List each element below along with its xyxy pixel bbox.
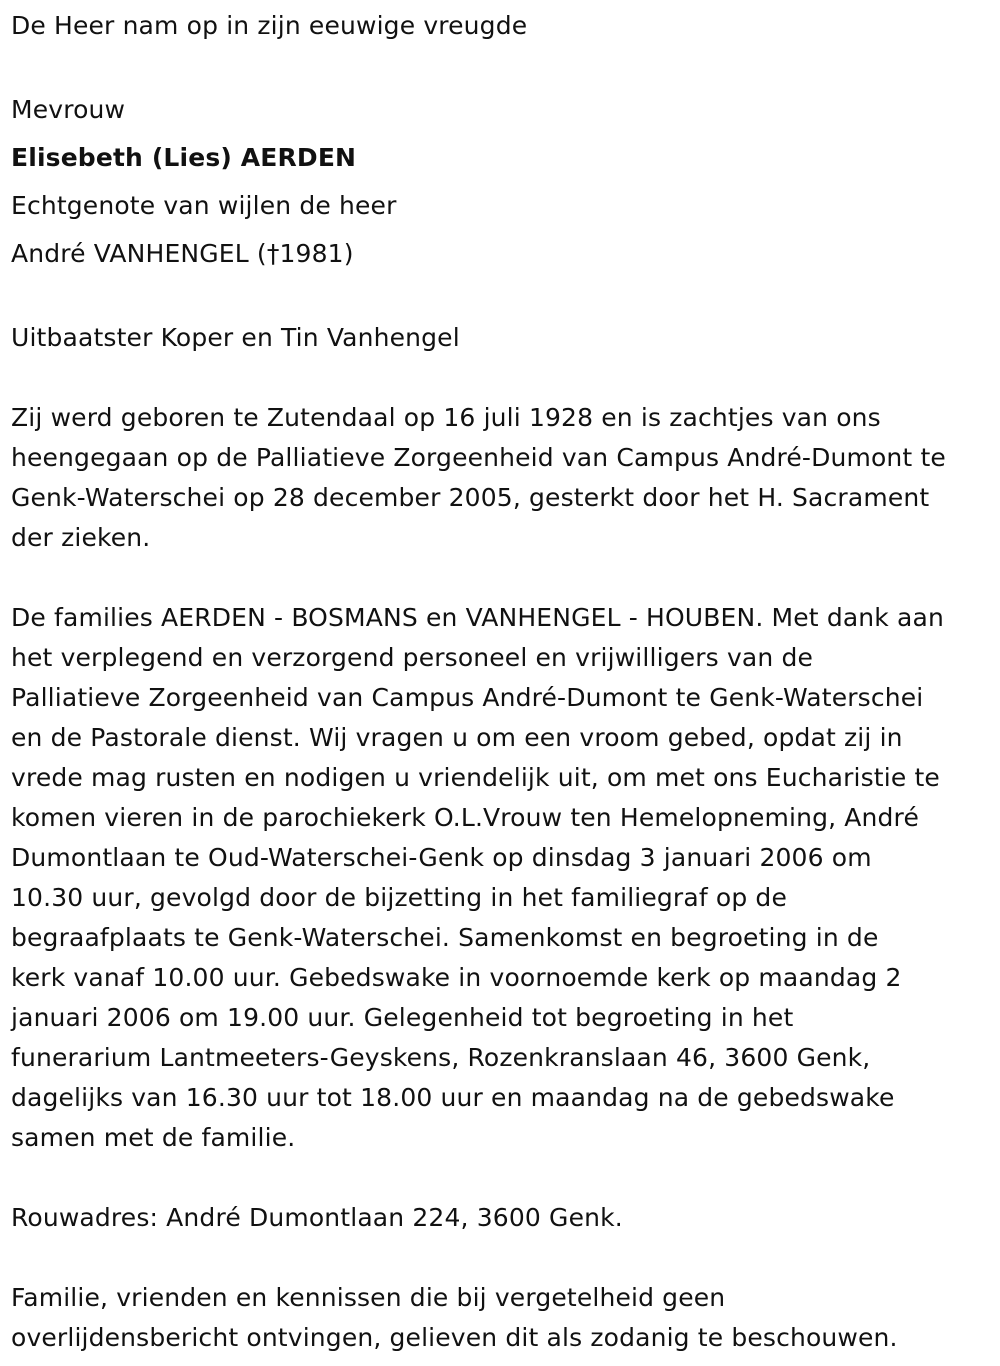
paragraph-line: funerarium Lantmeeters-Geyskens, Rozenkranslaan 46, 3600 Genk, xyxy=(11,1043,871,1072)
paragraph-line: vrede mag rusten en nodigen u vriendelijk uit, om met ons Eucharistie te xyxy=(11,763,940,792)
spacer xyxy=(11,278,1000,318)
closing-paragraph xyxy=(11,1278,1000,1358)
spouse-line: Echtgenote van wijlen de heer xyxy=(11,191,397,220)
intro-line: De Heer nam op in zijn eeuwige vreugde xyxy=(11,11,528,40)
spouse-name-line xyxy=(11,230,1000,278)
paragraph-line: der zieken. xyxy=(11,523,151,552)
paragraph-line: Genk-Waterschei op 28 december 2005, gesterkt door het H. Sacrament xyxy=(11,483,930,512)
paragraph-line: samen met de familie. xyxy=(11,1123,296,1152)
paragraph-line: en de Pastorale dienst. Wij vragen u om een vroom gebed, opdat zij in xyxy=(11,723,903,752)
paragraph-line: Dumontlaan te Oud-Waterschei-Genk op dinsdag 3 januari 2006 om xyxy=(11,843,872,872)
deceased-name: Elisebeth (Lies) AERDEN xyxy=(11,143,357,172)
spouse-death-year: 1981) xyxy=(279,239,354,268)
paragraph-line: januari 2006 om 19.00 uur. Gelegenheid tot begroeting in het xyxy=(11,1003,794,1032)
spouse-name: André VANHENGEL ( xyxy=(11,239,267,268)
paragraph-line: het verplegend en verzorgend personeel en vrijwilligers van de xyxy=(11,643,813,672)
birth-paragraph xyxy=(11,398,1000,558)
spacer xyxy=(11,1158,1000,1198)
cross-icon: † xyxy=(266,239,280,268)
paragraph-line: 10.30 uur, gevolgd door de bijzetting in het familiegraf op de xyxy=(11,883,787,912)
spacer xyxy=(11,1238,1000,1278)
paragraph-line: dagelijks van 16.30 uur tot 18.00 uur en maandag na de gebedswake xyxy=(11,1083,895,1112)
mourning-address: Rouwadres: André Dumontlaan 224, 3600 Genk. xyxy=(11,1203,623,1232)
family-paragraph xyxy=(11,598,1000,1158)
occupation-line: Uitbaatster Koper en Tin Vanhengel xyxy=(11,323,460,352)
paragraph-line: komen vieren in de parochiekerk O.L.Vrouw ten Hemelopneming, André xyxy=(11,803,919,832)
title-prefix: Mevrouw xyxy=(11,95,126,124)
spacer xyxy=(11,46,1000,86)
spacer xyxy=(11,558,1000,598)
paragraph-line: Palliatieve Zorgeenheid van Campus André-Dumont te Genk-Waterschei xyxy=(11,683,924,712)
paragraph-line: overlijdensbericht ontvingen, gelieven dit als zodanig te beschouwen. xyxy=(11,1323,898,1352)
paragraph-line: kerk vanaf 10.00 uur. Gebedswake in voornoemde kerk op maandag 2 xyxy=(11,963,902,992)
paragraph-line: begraafplaats te Genk-Waterschei. Samenkomst en begroeting in de xyxy=(11,923,879,952)
paragraph-line: De families AERDEN - BOSMANS en VANHENGEL - HOUBEN. Met dank aan xyxy=(11,603,944,632)
spacer xyxy=(11,358,1000,398)
paragraph-line: Familie, vrienden en kennissen die bij vergetelheid geen xyxy=(11,1283,726,1312)
paragraph-line: heengegaan op de Palliatieve Zorgeenheid van Campus André-Dumont te xyxy=(11,443,946,472)
paragraph-line: Zij werd geboren te Zutendaal op 16 juli 1928 en is zachtjes van ons xyxy=(11,403,881,432)
